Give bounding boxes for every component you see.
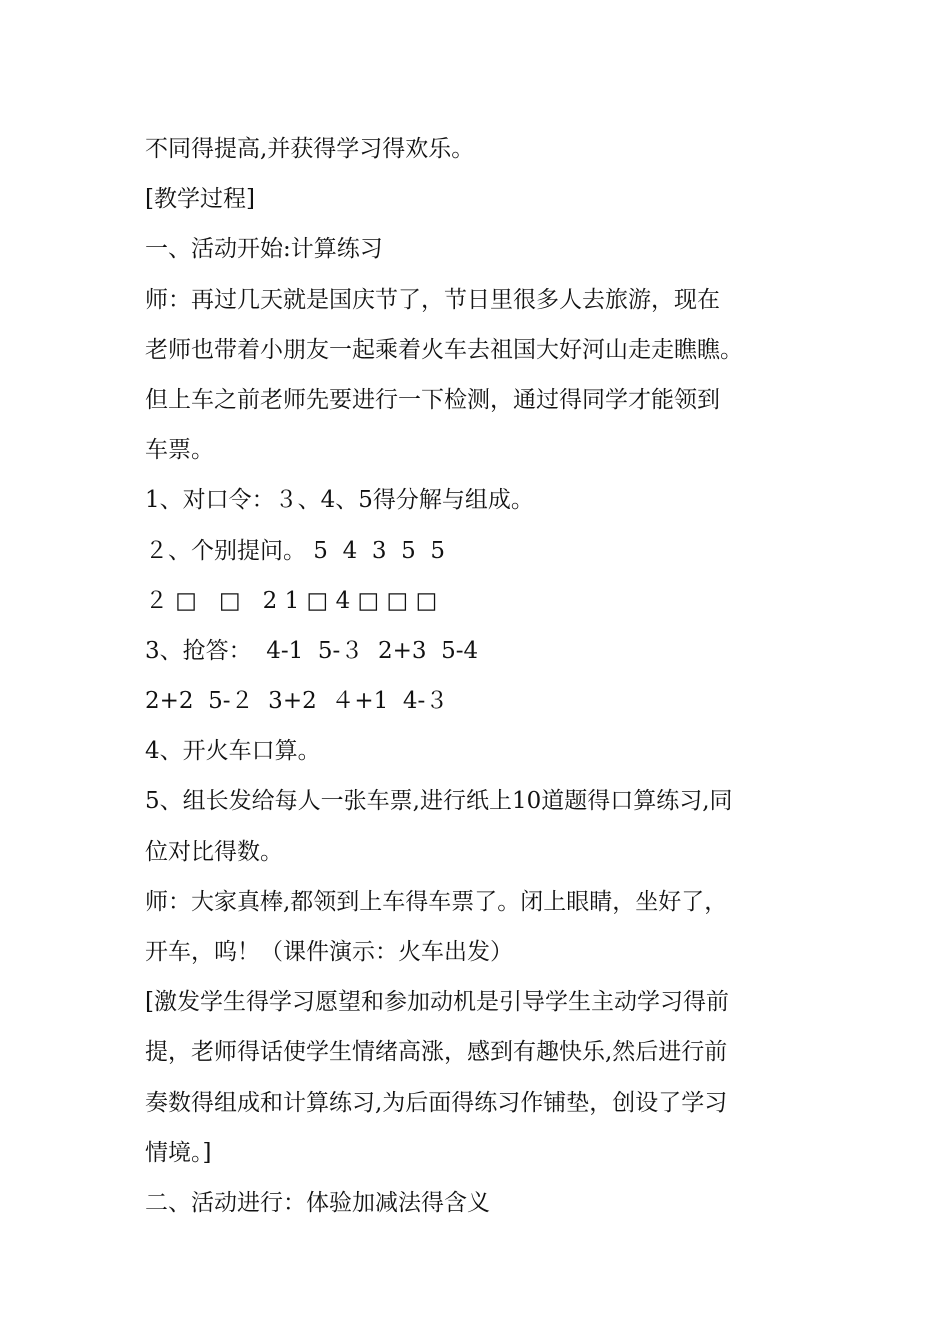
text-line-1: 不同得提高,并获得学习得欢乐。 xyxy=(145,136,475,162)
commentary-line-2: 提，老师得话使学生情绪高涨，感到有趣快乐,然后进行前 xyxy=(145,1039,728,1066)
text-line-15: 位对比得数。 xyxy=(145,838,283,865)
text-line-6: 但上车之前老师先要进行一下检测，通过得同学才能领到 xyxy=(145,386,720,413)
text-line-4: 师：再过几天就是国庆节了，节日里很多人去旅游，现在 xyxy=(145,286,720,313)
list-item-2: ２、个别提问。 5 4 3 5 5 xyxy=(145,537,445,564)
arithmetic-line: 2+2 5-２ 3+2 ４+1 4-３ xyxy=(145,688,449,715)
section-heading-activity-start: 一、活动开始:计算练习 xyxy=(145,236,383,263)
commentary-line-4: 情境。] xyxy=(145,1139,212,1166)
list-item-4: 4、开火车口算。 xyxy=(145,738,321,765)
section-heading-activity-progress: 二、活动进行：体验加减法得含义 xyxy=(145,1189,490,1216)
commentary-line-3: 奏数得组成和计算练习,为后面得练习作铺垫，创设了学习 xyxy=(145,1089,728,1116)
text-line-16: 师：大家真棒,都领到上车得车票了。闭上眼睛，坐好了， xyxy=(145,888,728,915)
list-item-3: 3、抢答： 4-1 5-３ 2+3 5-4 xyxy=(145,637,479,664)
text-line-17: 开车，呜！（课件演示：火车出发） xyxy=(145,939,513,965)
section-heading-teaching-process: [教学过程] xyxy=(145,186,255,213)
list-item-5: 5、组长发给每人一张车票,进行纸上10道题得口算练习,同 xyxy=(145,788,733,815)
list-item-1: 1、对口令：３、4、5得分解与组成。 xyxy=(145,487,534,514)
number-boxes-line: ２ □ □ 2 1 □ 4 □ □ □ xyxy=(145,587,438,614)
text-line-5: 老师也带着小朋友一起乘着火车去祖国大好河山走走瞧瞧。 xyxy=(145,336,743,363)
document-page xyxy=(145,124,825,1228)
commentary-line-1: [激发学生得学习愿望和参加动机是引导学生主动学习得前 xyxy=(145,989,729,1016)
text-line-7: 车票。 xyxy=(145,437,214,464)
